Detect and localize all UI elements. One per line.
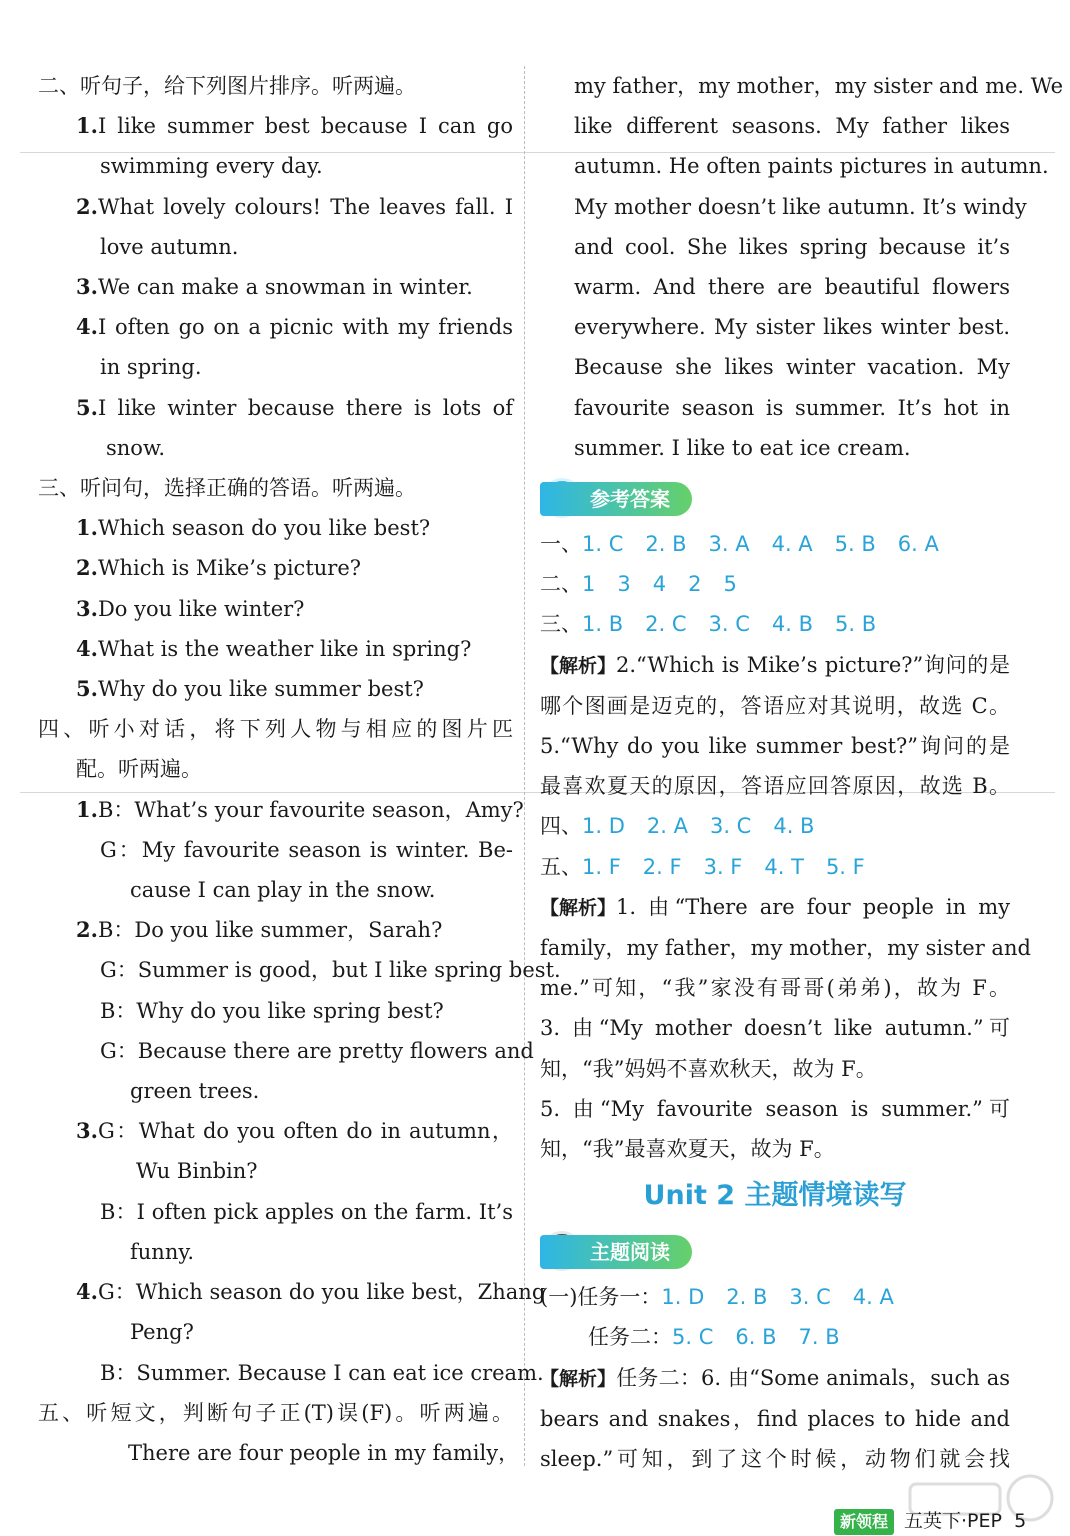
unit-title: Unit 2 主题情境读写 xyxy=(643,1180,907,1212)
passage-line: my father，my mother，my sister and me. We xyxy=(574,74,1064,98)
reading-banner-label: 主题阅读 xyxy=(540,1235,692,1269)
dialogue-line: 2.B：Do you like summer，Sarah? xyxy=(76,917,443,943)
passage-line: Because she likes winter vacation. My xyxy=(574,355,1010,380)
analysis-line: family，my father，my mother，my sister and xyxy=(540,936,1031,961)
section-heading: 四、听小对话，将下列人物与相应的图片匹 xyxy=(38,717,513,742)
list-item: 1.I like summer best because I can go xyxy=(76,113,513,139)
left-column xyxy=(38,66,561,1473)
analysis-line: 知，“我”最喜欢夏天，故为 F。 xyxy=(540,1137,835,1162)
list-item-cont: swimming every day. xyxy=(100,154,323,179)
grade-label: 五英下·PEP xyxy=(904,1510,1002,1532)
answer-row: 一、1. C 2. B 3. A 4. A 5. B 6. A xyxy=(540,532,939,557)
dialogue-line: 1.B：What’s your favourite season，Amy? xyxy=(76,796,524,822)
passage-line: favourite season is summer. It’s hot in xyxy=(574,395,1010,420)
dialogue-line: cause I can play in the snow. xyxy=(130,878,436,903)
analysis-line: 【解析】任务二：6. 由“Some animals，such as xyxy=(540,1365,1010,1390)
section-heading: 二、听句子，给下列图片排序。听两遍。 xyxy=(38,74,416,98)
dialogue-line: 4.G：Which season do you like best，Zhang xyxy=(76,1279,546,1305)
dialogue-line: Wu Binbin? xyxy=(136,1159,258,1184)
passage-line: My mother doesn’t like autumn. It’s windy xyxy=(574,194,1027,219)
passage-line: everywhere. My sister likes winter best. xyxy=(574,315,1010,340)
dialogue-line: G：Because there are pretty flowers and xyxy=(100,1038,534,1063)
page-number: 5 xyxy=(1014,1510,1027,1532)
right-column xyxy=(540,66,1064,1479)
answers-banner-label: 参考答案 xyxy=(540,482,692,516)
page-footer xyxy=(834,1508,1026,1534)
answer-row: 三、1. B 2. C 3. C 4. B 5. B xyxy=(540,612,877,637)
dialogue-line: funny. xyxy=(130,1239,195,1264)
dialogue-line: B：I often pick apples on the farm. It’s xyxy=(100,1199,513,1224)
analysis-line: 3. 由“My mother doesn’t like autumn.”可 xyxy=(540,1016,1010,1041)
reading-banner xyxy=(540,1231,1010,1275)
section-heading-cont: 配。听两遍。 xyxy=(76,757,202,782)
section-heading: 三、听问句，选择正确的答语。听两遍。 xyxy=(38,476,416,501)
list-item: 1.Which season do you like best? xyxy=(76,515,431,541)
analysis-line: bears and snakes，find places to hide and xyxy=(540,1406,1010,1431)
passage-line: warm. And there are beautiful flowers xyxy=(574,275,1010,300)
answer-row: 二、1 3 4 2 5 xyxy=(540,572,737,597)
dialogue-line: B：Summer. Because I can eat ice cream. xyxy=(100,1360,544,1385)
analysis-line: sleep.”可知，到了这个时候，动物们就会找 xyxy=(540,1447,1010,1472)
answers-banner xyxy=(540,478,1010,522)
answer-row: 四、1. D 2. A 3. C 4. B xyxy=(540,814,815,839)
analysis-line: 5. 由“My favourite season is summer.”可 xyxy=(540,1096,1010,1121)
dialogue-line: G：Summer is good，but I like spring best. xyxy=(100,958,561,983)
dialogue-line: B：Why do you like spring best? xyxy=(100,998,444,1023)
analysis-line: me.”可知，“我”家没有哥哥(弟弟)，故为 F。 xyxy=(540,976,1010,1001)
dialogue-line: 3.G：What do you often do in autumn， xyxy=(76,1118,513,1144)
list-item: 5.I like winter because there is lots of xyxy=(76,394,513,420)
list-item-cont: snow. xyxy=(106,435,166,460)
analysis-line: 知，“我”妈妈不喜欢秋天，故为 F。 xyxy=(540,1056,877,1081)
dialogue-line: G：My favourite season is winter. Be- xyxy=(100,837,513,862)
list-item: 4.What is the weather like in spring? xyxy=(76,635,472,661)
list-item-cont: love autumn. xyxy=(100,234,239,259)
brand-badge: 新领程 xyxy=(834,1509,894,1535)
answer-row: 五、1. F 2. F 3. F 4. T 5. F xyxy=(540,854,865,879)
analysis-line: 哪个图画是迈克的，答语应对其说明，故选 C。 xyxy=(540,693,1010,718)
list-item: 3.We can make a snowman in winter. xyxy=(76,274,473,300)
column-divider xyxy=(524,66,525,1466)
analysis-line: 5.“Why do you like summer best?”询问的是 xyxy=(540,734,1010,759)
list-item: 4.I often go on a picnic with my friends xyxy=(76,314,513,340)
passage-line: like different seasons. My father likes xyxy=(574,114,1010,139)
passage-line: There are four people in my family， xyxy=(128,1440,520,1465)
passage-line: and cool. She likes spring because it’s xyxy=(574,234,1010,259)
list-item: 2.What lovely colours! The leaves fall. I xyxy=(76,193,513,219)
list-item-cont: in spring. xyxy=(100,355,202,380)
analysis-line: 最喜欢夏天的原因，答语应回答原因，故选 B。 xyxy=(540,774,1010,799)
list-item: 5.Why do you like summer best? xyxy=(76,676,424,702)
section-heading: 五、听短文，判断句子正(T)误(F)。听两遍。 xyxy=(38,1400,513,1425)
list-item: 2.Which is Mike’s picture? xyxy=(76,555,362,581)
analysis-line: 【解析】2.“Which is Mike’s picture?”询问的是 xyxy=(540,652,1010,677)
dialogue-line: Peng? xyxy=(130,1320,194,1345)
analysis-line: 【解析】1. 由“There are four people in my xyxy=(540,894,1010,919)
answer-row: 任务二：5. C 6. B 7. B xyxy=(588,1325,840,1350)
passage-line: autumn. He often paints pictures in autumn. xyxy=(574,154,1049,179)
list-item: 3.Do you like winter? xyxy=(76,595,305,621)
dialogue-line: green trees. xyxy=(130,1079,260,1104)
passage-line: summer. I like to eat ice cream. xyxy=(574,435,911,460)
answer-row: (一)任务一：1. D 2. B 3. C 4. A xyxy=(540,1285,894,1310)
